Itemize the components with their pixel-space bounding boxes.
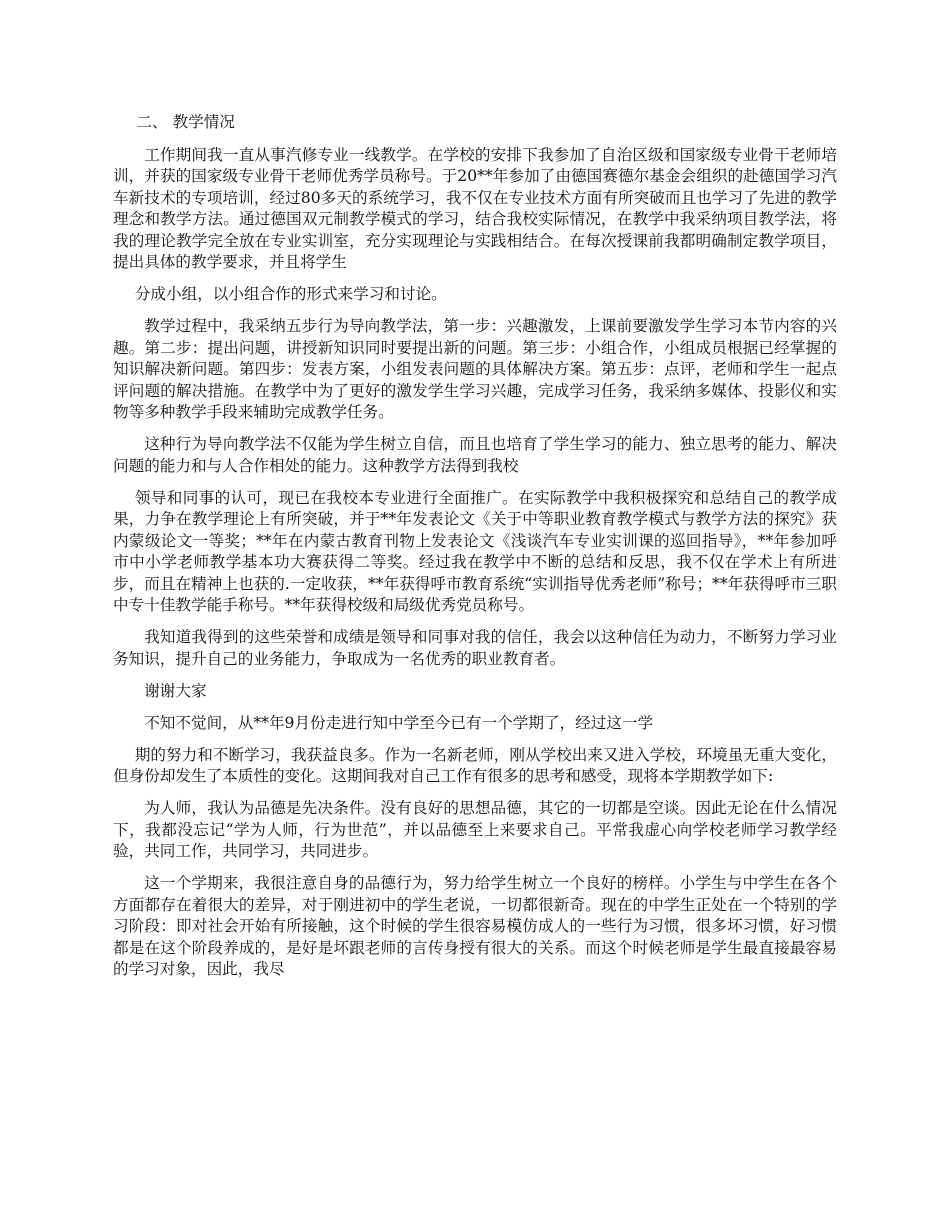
paragraph-teaching-work: 工作期间我一直从事汽修专业一线教学。在学校的安排下我参加了自治区级和国家级专业骨干老师培训，并获的国家级专业骨干老师优秀学员称号。于20**年参加了由德国赛德尔基金会组织的赴德国学习汽车新技术的专项培训，经过80多天的系统学习，我不仅在专业技术方面有所突破而且也学习了先进的教学理念和教学方法。通过德国双元制教学模式的学习，结合我校实际情况，在教学中我采纳项目教学法，将我的理论教学完全放在专业实训室，充分实现理论与实践相结合。在每次授课前我都明确制定教学项目，提出具体的教学要求，并且将学生 — [113, 145, 837, 271]
paragraph-morality: 为人师，我认为品德是先决条件。没有良好的思想品德，其它的一切都是空谈。因此无论在什么情况下，我都没忘记“学为人师，行为世范”，并以品德至上来要求自己。平常我虚心向学校老师学习教学经验，共同工作，共同学习，共同进步。 — [113, 799, 837, 860]
paragraph-semester-intro: 不知不觉间，从**年9月份走进行知中学至今已有一个学期了，经过这一学 — [144, 713, 654, 732]
paragraph-five-steps: 教学过程中，我采纳五步行为导向教学法，第一步：兴趣激发，上课前要激发学生学习本节内容的兴趣。第二步：提出问题，讲授新知识同时要提出新的问题。第三步：小组合作，小组成员根据已经掌握的知识解决新问题。第四步：发表方案，小组发表问题的具体解决方案。第五步：点评，老师和学生一起点评问题的解决措施。在教学中为了更好的激发学生学习兴趣，完成学习任务，我采纳多媒体、投影仪和实物等多种教学手段来辅助完成教学任务。 — [113, 317, 837, 421]
paragraph-method-benefits: 这种行为导向教学法不仅能为学生树立自信，而且也培育了学生学习的能力、独立思考的能力、解决问题的能力和与人合作相处的能力。这种教学方法得到我校 — [113, 435, 837, 475]
paragraph-honors: 我知道我得到的这些荣誉和成绩是领导和同事对我的信任，我会以这种信任为动力，不断努力学习业务知识，提升自己的业务能力，争取成为一名优秀的职业教育者。 — [113, 628, 837, 668]
document-page — [113, 112, 837, 991]
paragraph-new-teacher: 期的努力和不断学习，我获益良多。作为一名新老师，刚从学校出来又进入学校，环境虽无重大变化，但身份却发生了本质性的变化。这期间我对自己工作有很多的思考和感受，现将本学期教学如下: — [113, 745, 837, 785]
paragraph-group-study: 分成小组，以小组合作的形式来学习和讨论。 — [134, 285, 447, 303]
paragraph-role-model: 这一个学期来，我很注意自身的品德行为，努力给学生树立一个良好的榜样。小学生与中学生在各个方面都存在着很大的差异，对于刚进初中的学生老说，一切都很新奇。现在的中学生正处在一个特别的学习阶段：即对社会开始有所接触，这个时候的学生很容易模仿成人的一些行为习惯，很多坏习惯，好习惯都是在这个阶段养成的，是好是坏跟老师的言传身授有很大的关系。而这个时候老师是学生最直接最容易的学习对象，因此，我尽 — [113, 874, 837, 978]
paragraph-achievements: 领导和同事的认可，现已在我校本专业进行全面推广。在实际教学中我积极探究和总结自己的教学成果，力争在教学理论上有所突破，并于**年发表论文《关于中等职业教育教学模式与教学方法的探究》获内蒙级论文一等奖；**年在内蒙古教育刊物上发表论文《浅谈汽车专业实训课的巡回指导》，**年参加呼市中小学老师教学基本功大赛获得二等奖。经过我在教学中不断的总结和反思，我不仅在学术上有所进步，而且在精神上也获的.一定收获，**年获得呼市教育系统“实训指导优秀老师”称号；**年获得呼市三职中专十佳教学能手称号。**年获得校级和局级优秀党员称号。 — [113, 488, 837, 614]
paragraph-thanks: 谢谢大家 — [144, 681, 207, 700]
section-heading: 二、 教学情况 — [136, 113, 235, 131]
